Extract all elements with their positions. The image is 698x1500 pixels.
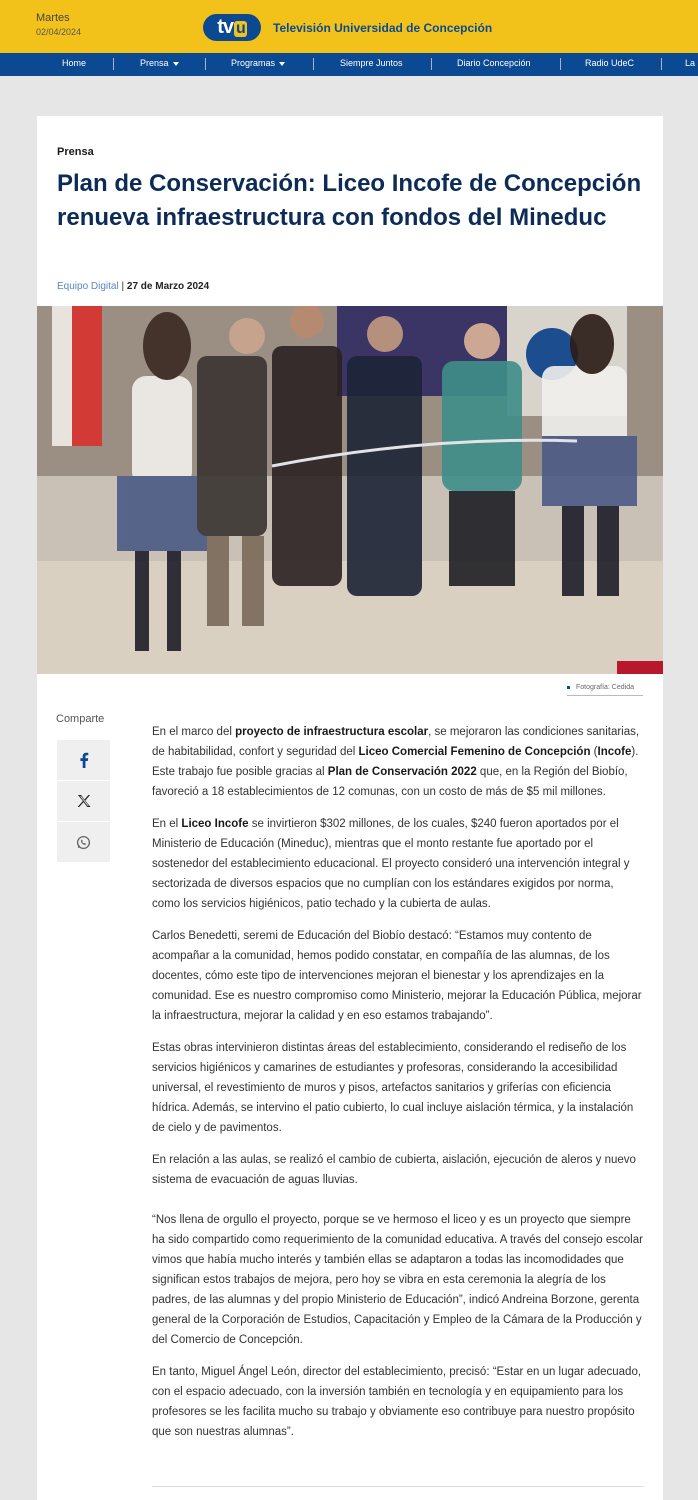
current-day: Martes [36,12,70,24]
article-paragraph-4: Estas obras intervinieron distintas áreas del establecimiento, considerando el rediseño de los servicios higiénicos y camarines de estudiantes y profesoras, considerando la accesibilidad universal, el revestimiento de muros y pisos, artefactos sanitarios y griferías con eficiencia hídrica. Además, se intervino el patio cubierto, lo cual incluye aislación térmica, y la instalación de cielo y de pavimentos. [152,1042,634,1134]
article-photo [37,306,663,674]
x-icon [77,794,91,808]
article-divider [152,1486,644,1487]
article-date: 27 de Marzo 2024 [126,281,210,292]
article-paragraph-5: En relación a las aulas, se realizó el cambio de cubierta, aislación, ejecución de aleros y nuevo sistema de evacuación de aguas lluvias. [152,1154,636,1186]
nav-item-programas-label: Programas [231,58,276,68]
article-category[interactable]: Prensa [57,146,94,158]
nav-item-programas[interactable] [231,53,285,76]
nav-item-prensa[interactable] [140,53,179,76]
article-paragraph-1: En el marco del proyecto de infraestructura escolar, se mejoraron las condiciones sanitarias, de habitabilidad, confort y seguridad del Liceo Comercial Femenino de Concepción (Incofe). Este trabajo fue posible gracias al Plan de Conservación 2022 que, en la Región del Biobío, favoreció a 18 establecimientos de 12 comunas, con un costo de más de $5 mil millones. [152,726,640,798]
article-byline [57,281,209,292]
nav-item-home[interactable]: Home [62,58,87,68]
current-date: 02/04/2024 [36,27,82,37]
article-paragraph-2: En el Liceo Incofe se invirtieron $302 millones, de los cuales, $240 fueron aportados por el Ministerio de Educación (Mineduc), mientras que el monto restante fue aportado por el sostenedor del establecimiento educacional. El proyecto consideró una intervención integral y sectorizada de diversos espacios que no cumplían con los estándares exigidos por norma, como los servicios higiénicos, patio techado y la cubierta de aulas. [152,818,630,910]
main-nav [0,53,698,76]
bold-text: Liceo Comercial Femenino de Concepción [358,746,591,758]
nav-separator [560,58,561,70]
share-facebook-button[interactable] [57,740,110,780]
nav-separator [661,58,662,70]
article-paragraph-6: “Nos llena de orgullo el proyecto, porque se ve hermoso el liceo y es un proyecto que siempre ha sido compartido como requerimiento de la comunidad educativa. A través del consejo escolar vimos que había mucho interés y también ellas se adaptaron a todas las incomodidades que significan estos trabajos de mejora, pero hoy se vibra en esta ceremonia la alegría de los padres, de las alumnas y del propio Ministerio de Educación”, indicó Andreina Borzone, gerenta general de la Corporación de Estudios, Capacitación y Empleo de la Cámara de la Producción y del Comercio de Concepción. [152,1214,643,1346]
article-author[interactable]: Equipo Digital [57,281,119,292]
byline-separator: | [121,281,127,292]
bold-text: proyecto de infraestructura escolar [235,726,429,738]
bold-text: Liceo Incofe [181,818,249,830]
share-label: Comparte [56,713,105,725]
article-card [37,116,663,1500]
facebook-icon [79,752,89,768]
site-title[interactable]: Televisión Universidad de Concepción [273,21,493,35]
nav-item-siempre-juntos[interactable]: Siempre Juntos [340,58,403,68]
nav-item-prensa-label: Prensa [140,58,169,68]
tvu-logo[interactable] [203,14,261,41]
nav-separator [313,58,314,70]
logo-text: tv [217,16,233,38]
article-paragraph-7: En tanto, Miguel Ángel León, director del establecimiento, precisó: “Estar en un lugar adecuado, con el espacio adecuado, con la inversión también en tecnología y en equipamiento para los profesores se les facilita mucho su trabajo y obviamente eso contribuye para nuestro propósito que son nuestras alumnas”. [152,1366,642,1438]
bold-text: Incofe [597,746,632,758]
nav-item-la[interactable]: La [685,58,696,68]
nav-item-radio-udec[interactable]: Radio UdeC [585,58,635,68]
nav-separator [113,58,114,70]
caret-down-icon [279,62,285,66]
share-whatsapp-button[interactable] [57,822,110,862]
nav-item-diario-concepcion[interactable]: Diario Concepción [457,58,531,68]
caret-down-icon [173,62,179,66]
photo-caption: Fotografía: Cedida [567,684,643,696]
article-body [152,722,644,1454]
share-x-button[interactable] [57,781,110,821]
whatsapp-icon [76,835,91,850]
article-headline: Plan de Conservación: Liceo Incofe de Concepción renueva infraestructura con fondos del Mineduc [57,170,642,231]
article-paragraph-3: Carlos Benedetti, seremi de Educación del Biobío destacó: “Estamos muy contento de acompañar a la comunidad, hemos podido constatar, en compañía de las alumnas, de los docentes, cómo este tipo de intervenciones mejoran el bienestar y los aprendizajes en la comunidad. Ese es nuestro compromiso como Ministerio, mejorar la Educación Pública, mejorar la infraestructura, mejorar la calidad y en eso estamos trabajando”. [152,930,642,1022]
nav-separator [431,58,432,70]
top-header [0,0,698,53]
nav-separator [205,58,206,70]
logo-u: u [236,20,245,37]
bold-text: Plan de Conservación 2022 [327,766,477,778]
